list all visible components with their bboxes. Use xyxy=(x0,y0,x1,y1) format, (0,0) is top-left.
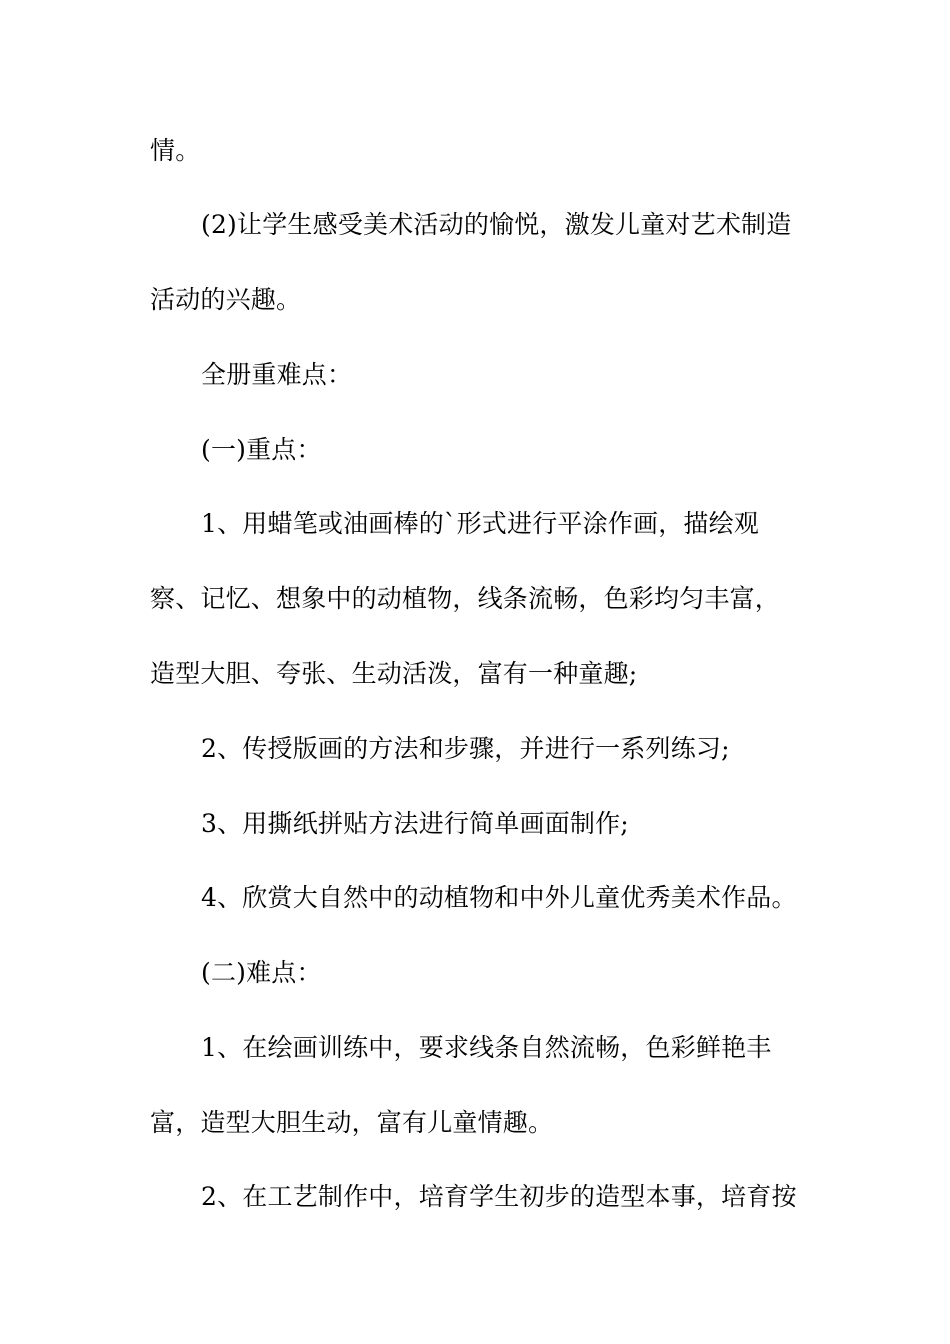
text-line: 1、用蜡笔或油画棒的`形式进行平涂作画，描绘观 xyxy=(201,509,760,538)
text-line: 3、用撕纸拼贴方法进行简单画面制作; xyxy=(201,809,629,838)
text-line: 情。 xyxy=(150,136,201,165)
text-line: 1、在绘画训练中，要求线条自然流畅，色彩鲜艳丰 xyxy=(201,1033,772,1062)
text-line: 富，造型大胆生动，富有儿童情趣。 xyxy=(150,1108,554,1137)
text-line: 察、记忆、想象中的动植物，线条流畅，色彩均匀丰富， xyxy=(150,584,781,613)
section-heading: 全册重难点： xyxy=(201,360,353,389)
text-line: 活动的兴趣。 xyxy=(150,285,302,314)
text-line: 4、欣赏大自然中的动植物和中外儿童优秀美术作品。 xyxy=(201,883,797,912)
text-line: (2)让学生感受美术活动的愉悦，激发儿童对艺术制造 xyxy=(201,210,792,239)
text-line: 2、在工艺制作中，培育学生初步的造型本事，培育按 xyxy=(201,1182,797,1211)
text-line: 造型大胆、夸张、生动活泼，富有一种童趣; xyxy=(150,659,638,688)
text-line: 2、传授版画的方法和步骤，并进行一系列练习; xyxy=(201,734,730,763)
subsection-heading: (二)难点： xyxy=(201,958,322,987)
subsection-heading: (一)重点： xyxy=(201,435,322,464)
